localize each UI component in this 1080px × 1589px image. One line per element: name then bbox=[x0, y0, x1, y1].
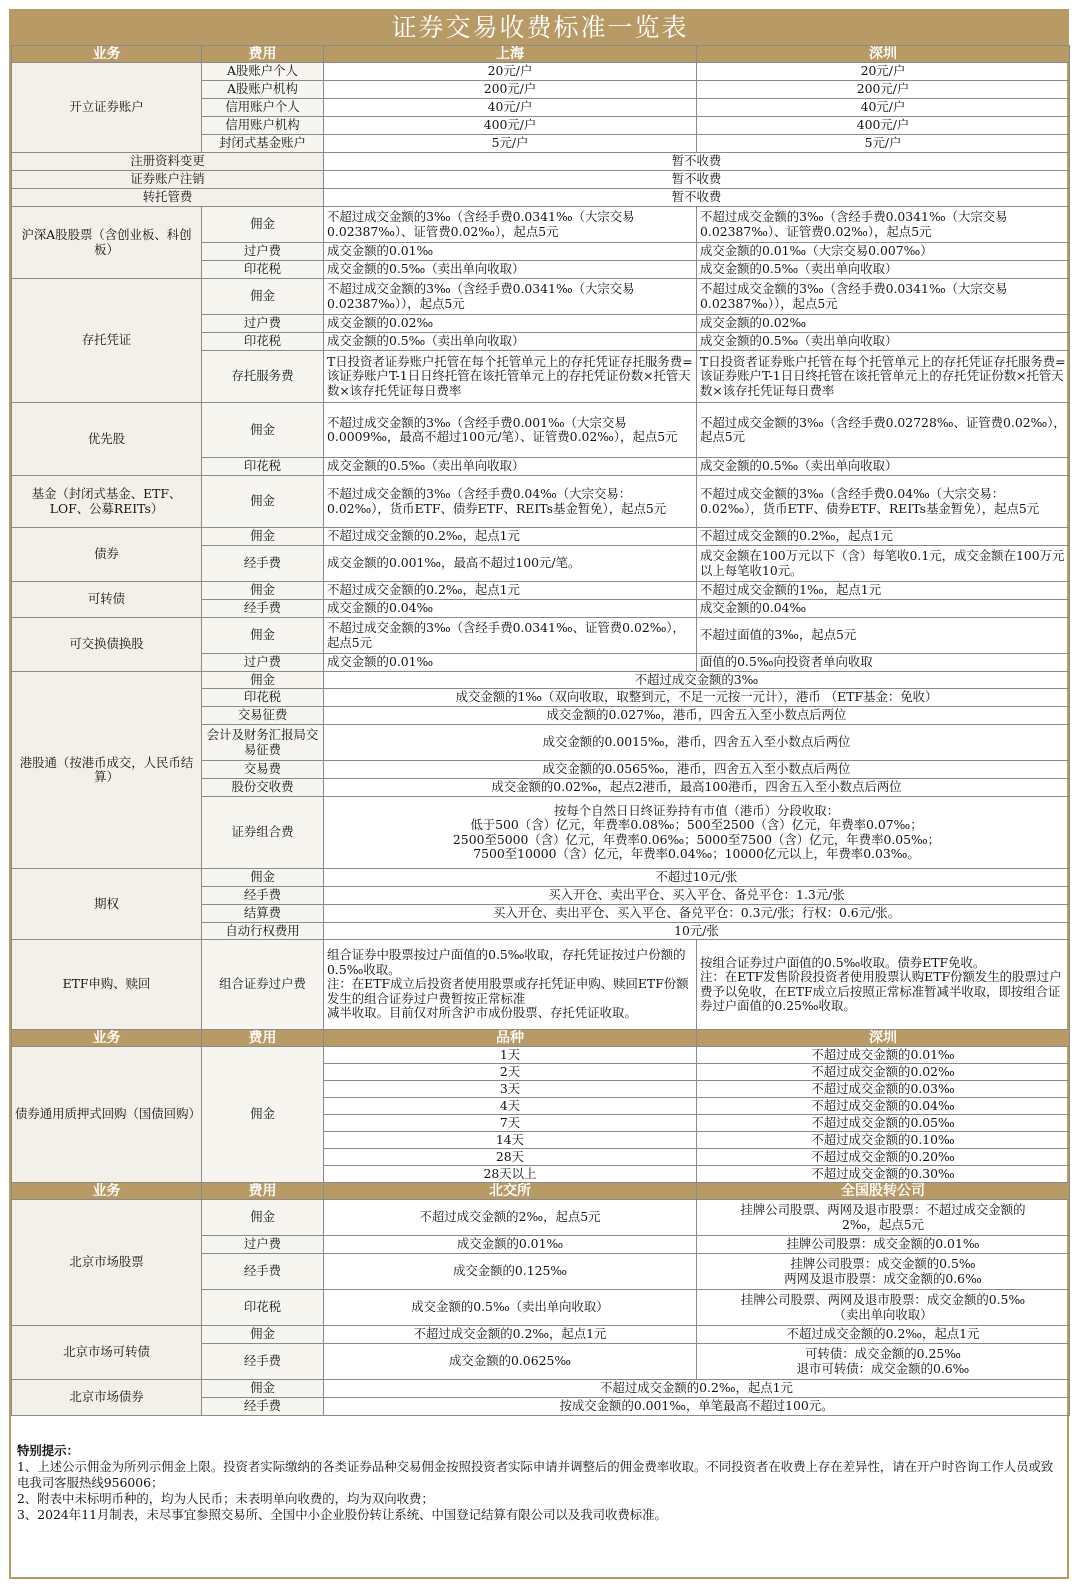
neeq-line: 挂牌公司股票：成交金额的0.01‰ bbox=[786, 1236, 980, 1252]
neeq-line: 不超过成交金额的0.2‰，起点1元 bbox=[786, 1326, 980, 1342]
fee-label: 印花税 bbox=[202, 261, 324, 279]
table-row bbox=[12, 672, 1070, 689]
fee-label: 佣金 bbox=[202, 476, 324, 528]
portfolio-line: 低于500（含）亿元，年费率0.08‰；500至2500（含）亿元，年费率0.07‰； bbox=[470, 817, 923, 832]
fee-label: 经手费 bbox=[202, 600, 324, 618]
sh-value: 不超过成交金额的3‰（含经手费0.04‰（大宗交易：0.02‰），货币ETF、债券ETF、REITs基金暂免），起点5元 bbox=[324, 476, 697, 528]
biz-etf: ETF申购、赎回 bbox=[12, 940, 202, 1030]
neeq-line: 退市可转债：成交金额的0.6‰ bbox=[796, 1360, 970, 1376]
sz-value: 不超过成交金额的3‰（含经手费0.02728‰、证管费0.02‰），起点5元 bbox=[697, 403, 1070, 458]
neeq-value bbox=[697, 1344, 1070, 1380]
merged-value: 暂不收费 bbox=[324, 171, 1070, 189]
merged-value: 暂不收费 bbox=[324, 153, 1070, 171]
neeq-value bbox=[697, 1326, 1070, 1344]
merged-value: 买入开仓、卖出平仓、买入平仓、备兑平仓：0.3元/张；行权：0.6元/张。 bbox=[324, 905, 1070, 923]
repo-value: 不超过成交金额的0.10‰ bbox=[697, 1132, 1070, 1149]
biz-bond: 债券 bbox=[12, 528, 202, 582]
table-row bbox=[12, 279, 1070, 315]
sz-value: 20元/户 bbox=[697, 63, 1070, 81]
repo-value: 不超过成交金额的0.20‰ bbox=[697, 1149, 1070, 1166]
fee-label: 股份交收费 bbox=[202, 779, 324, 797]
neeq-line: 2‰，起点5元 bbox=[842, 1216, 924, 1232]
biz-exchangeable: 可交换债换股 bbox=[12, 618, 202, 672]
table-row bbox=[12, 153, 1070, 171]
biz-bj-stock: 北京市场股票 bbox=[12, 1200, 202, 1326]
sz-value: 不超过成交金额的1‰，起点1元 bbox=[697, 582, 1070, 600]
sz-value: 成交金额的0.5‰（卖出单向收取） bbox=[697, 333, 1070, 351]
repo-value: 不超过成交金额的0.05‰ bbox=[697, 1115, 1070, 1132]
sh-value: 不超过成交金额的0.2‰，起点1元 bbox=[324, 528, 697, 546]
fee-label: 佣金 bbox=[202, 1047, 324, 1183]
sz-value: 成交金额在100万元以下（含）每笔收0.1元，成交金额在100万元以上每笔收10元。 bbox=[697, 546, 1070, 582]
table-row bbox=[12, 1200, 1070, 1236]
fee-label: 经手费 bbox=[202, 546, 324, 582]
sz-value: 不超过成交金额的3‰（含经手费0.04‰（大宗交易：0.02‰），货币ETF、债券ETF、REITs基金暂免），起点5元 bbox=[697, 476, 1070, 528]
merged-value bbox=[324, 797, 1070, 869]
fee-table bbox=[11, 45, 1070, 1416]
neeq-line: （卖出单向收取） bbox=[833, 1306, 933, 1322]
biz-repo: 债券通用质押式回购（国债回购） bbox=[12, 1047, 202, 1183]
header-fee: 费用 bbox=[202, 1183, 324, 1200]
table-row bbox=[12, 869, 1070, 887]
fee-label: 佣金 bbox=[202, 582, 324, 600]
repo-kind: 2天 bbox=[324, 1064, 697, 1081]
table-row bbox=[12, 528, 1070, 546]
fee-label: 经手费 bbox=[202, 1344, 324, 1380]
repo-value: 不超过成交金额的0.03‰ bbox=[697, 1081, 1070, 1098]
table-header bbox=[12, 1183, 1070, 1200]
header-bse: 北交所 bbox=[324, 1183, 697, 1200]
repo-value: 不超过成交金额的0.30‰ bbox=[697, 1166, 1070, 1183]
neeq-line: 挂牌公司股票、两网及退市股票：成交金额的0.5‰ bbox=[740, 1292, 1026, 1307]
biz-fund: 基金（封闭式基金、ETF、LOF、公募REITs） bbox=[12, 476, 202, 528]
table-header bbox=[12, 46, 1070, 63]
table-header bbox=[12, 1030, 1070, 1047]
sz-value: 不超过成交金额的0.2‰，起点1元 bbox=[697, 528, 1070, 546]
fee-label: 佣金 bbox=[202, 1200, 324, 1236]
neeq-line: 可转债：成交金额的0.25‰ bbox=[805, 1346, 961, 1361]
etf-sh-line: 减半收取。目前仅对所含沪市成份股票、存托凭证收取。 bbox=[327, 1005, 637, 1021]
sh-value: 20元/户 bbox=[324, 63, 697, 81]
fee-label: 印花税 bbox=[202, 689, 324, 707]
etf-sz-line: 注：在ETF发售阶段投资者使用股票认购ETF份额发生的股票过户费予以免收，在ETF成立后按照正常标准暂减半收取，即按组合证券过户面值的0.25‰收取。 bbox=[700, 969, 1062, 1013]
biz-convertible: 可转债 bbox=[12, 582, 202, 618]
header-shanghai: 上海 bbox=[324, 46, 697, 63]
etf-sh-line: 注：在ETF成立后投资者使用股票或存托凭证申购、赎回ETF份额发生的组合证券过户费暂按正常标准 bbox=[327, 976, 689, 1006]
sh-value: 不超过成交金额的3‰（含经手费0.001‰（大宗交易0.0009‰，最高不超过100元/笔）、证管费0.02‰），起点5元 bbox=[324, 403, 697, 458]
fee-label: 佣金 bbox=[202, 1380, 324, 1398]
biz-bj-cb: 北京市场可转债 bbox=[12, 1326, 202, 1380]
fee-label: 经手费 bbox=[202, 1398, 324, 1416]
header-biz: 业务 bbox=[12, 46, 202, 63]
fee-label: 封闭式基金账户 bbox=[202, 135, 324, 153]
sz-value: 不超过成交金额的3‰（含经手费0.0341‰（大宗交易0.02387‰）、证管费0.02‰），起点5元 bbox=[697, 207, 1070, 243]
merged-value: 按成交金额的0.001‰，单笔最高不超过100元。 bbox=[324, 1398, 1070, 1416]
biz-account-open: 开立证券账户 bbox=[12, 63, 202, 153]
header-biz: 业务 bbox=[12, 1030, 202, 1047]
fee-label: 印花税 bbox=[202, 333, 324, 351]
sh-value: 成交金额的0.5‰（卖出单向收取） bbox=[324, 261, 697, 279]
neeq-value bbox=[697, 1254, 1070, 1290]
bse-value: 成交金额的0.125‰ bbox=[324, 1254, 697, 1290]
merged-value: 成交金额的0.027‰，港币，四舍五入至小数点后两位 bbox=[324, 707, 1070, 725]
sz-value: T日投资者证券账户托管在每个托管单元上的存托凭证存托服务费=该证券账户T-1日日终托管在该托管单元上的存托凭证份数×托管天数×该存托凭证每日费率 bbox=[697, 351, 1070, 403]
header-shenzhen: 深圳 bbox=[697, 1030, 1070, 1047]
bse-value: 成交金额的0.01‰ bbox=[324, 1236, 697, 1254]
repo-kind: 28天以上 bbox=[324, 1166, 697, 1183]
sh-value: 成交金额的0.5‰（卖出单向收取） bbox=[324, 333, 697, 351]
biz-register-change: 注册资料变更 bbox=[12, 153, 324, 171]
neeq-value bbox=[697, 1200, 1070, 1236]
sz-value: 不超过面值的3‰，起点5元 bbox=[697, 618, 1070, 654]
fee-label: 经手费 bbox=[202, 1254, 324, 1290]
neeq-line: 挂牌公司股票：成交金额的0.5‰ bbox=[790, 1256, 976, 1271]
header-biz: 业务 bbox=[12, 1183, 202, 1200]
merged-value: 买入开仓、卖出平仓、买入平仓、备兑平仓：1.3元/张 bbox=[324, 887, 1070, 905]
fee-label: 过户费 bbox=[202, 1236, 324, 1254]
neeq-value bbox=[697, 1236, 1070, 1254]
sh-value: 40元/户 bbox=[324, 99, 697, 117]
neeq-line: 挂牌公司股票、两网及退市股票：不超过成交金额的 bbox=[740, 1202, 1026, 1217]
etf-sh-line: 组合证券中股票按过户面值的0.5‰收取，存托凭证按过户份额的0.5‰收取。 bbox=[327, 947, 686, 977]
sz-value: 成交金额的0.5‰（卖出单向收取） bbox=[697, 261, 1070, 279]
repo-kind: 4天 bbox=[324, 1098, 697, 1115]
table-row bbox=[12, 1326, 1070, 1344]
fee-label: 佣金 bbox=[202, 279, 324, 315]
page-title: 证券交易收费标准一览表 bbox=[11, 11, 1069, 45]
repo-value: 不超过成交金额的0.01‰ bbox=[697, 1047, 1070, 1064]
note-item: 1、上述公示佣金为所列示佣金上限。投资者实际缴纳的各类证券品种交易佣金按照投资者实际申请并调整后的佣金费率收取。不同投资者在收费上存在差异性，请在开户时咨询工作人员或致电我司客服热线956006； bbox=[17, 1459, 1054, 1490]
fee-label: 佣金 bbox=[202, 672, 324, 689]
table-row bbox=[12, 582, 1070, 600]
fee-label: 组合证券过户费 bbox=[202, 940, 324, 1030]
repo-kind: 28天 bbox=[324, 1149, 697, 1166]
table-row bbox=[12, 476, 1070, 528]
sz-value: 不超过成交金额的3‰（含经手费0.0341‰（大宗交易0.02387‰）），起点5元 bbox=[697, 279, 1070, 315]
header-neeq: 全国股转公司 bbox=[697, 1183, 1070, 1200]
header-fee: 费用 bbox=[202, 1030, 324, 1047]
sz-value: 成交金额的0.5‰（卖出单向收取） bbox=[697, 458, 1070, 476]
fee-label: 过户费 bbox=[202, 654, 324, 672]
fee-label: 会计及财务汇报局交易征费 bbox=[202, 725, 324, 761]
fee-label: 印花税 bbox=[202, 1290, 324, 1326]
sh-value: 不超过成交金额的3‰（含经手费0.0341‰（大宗交易0.02387‰）），起点5元 bbox=[324, 279, 697, 315]
fee-label: 交易征费 bbox=[202, 707, 324, 725]
biz-options: 期权 bbox=[12, 869, 202, 940]
header-kind: 品种 bbox=[324, 1030, 697, 1047]
neeq-value bbox=[697, 1290, 1070, 1326]
sh-value: 不超过成交金额的0.2‰，起点1元 bbox=[324, 582, 697, 600]
sh-value: 成交金额的0.02‰ bbox=[324, 315, 697, 333]
merged-value: 10元/张 bbox=[324, 923, 1070, 940]
merged-value: 不超过10元/张 bbox=[324, 869, 1070, 887]
portfolio-line: 7500至10000（含）亿元，年费率0.04‰；10000亿元以上，年费率0.03‰。 bbox=[473, 846, 920, 861]
repo-kind: 7天 bbox=[324, 1115, 697, 1132]
repo-kind: 1天 bbox=[324, 1047, 697, 1064]
sh-value: 成交金额的0.04‰ bbox=[324, 600, 697, 618]
fee-label: A股账户个人 bbox=[202, 63, 324, 81]
bse-value: 不超过成交金额的0.2‰，起点1元 bbox=[324, 1326, 697, 1344]
fee-label: 证券组合费 bbox=[202, 797, 324, 869]
header-fee: 费用 bbox=[202, 46, 324, 63]
table-row bbox=[12, 207, 1070, 243]
portfolio-line: 按每个自然日日终证券持有市值（港币）分段收取： bbox=[554, 802, 839, 818]
etf-sz-line: 按组合证券过户面值的0.5‰收取。债券ETF免收。 bbox=[700, 954, 986, 970]
sh-value: 成交金额的0.001‰，最高不超过100元/笔。 bbox=[324, 546, 697, 582]
sz-value: 400元/户 bbox=[697, 117, 1070, 135]
sh-value: 成交金额的0.5‰（卖出单向收取） bbox=[324, 458, 697, 476]
biz-account-cancel: 证券账户注销 bbox=[12, 171, 324, 189]
fee-label: 过户费 bbox=[202, 243, 324, 261]
merged-value: 不超过成交金额的0.2‰，起点1元 bbox=[324, 1380, 1070, 1398]
fee-label: 信用账户个人 bbox=[202, 99, 324, 117]
sh-value: 5元/户 bbox=[324, 135, 697, 153]
table-row bbox=[12, 403, 1070, 458]
sh-value: 400元/户 bbox=[324, 117, 697, 135]
fee-label: 佣金 bbox=[202, 1326, 324, 1344]
fee-label: 自动行权费用 bbox=[202, 923, 324, 940]
table-row bbox=[12, 1380, 1070, 1398]
fee-label: 佣金 bbox=[202, 403, 324, 458]
sh-value: 成交金额的0.01‰ bbox=[324, 654, 697, 672]
sh-value: 成交金额的0.01‰ bbox=[324, 243, 697, 261]
bse-value: 成交金额的0.0625‰ bbox=[324, 1344, 697, 1380]
merged-value: 成交金额的1‰（双向收取，取整到元，不足一元按一元计），港币 （ETF基金：免收） bbox=[324, 689, 1070, 707]
merged-value: 暂不收费 bbox=[324, 189, 1070, 207]
merged-value: 不超过成交金额的3‰ bbox=[324, 672, 1070, 689]
fee-label: 佣金 bbox=[202, 618, 324, 654]
sh-value bbox=[324, 940, 697, 1030]
biz-hk-connect: 港股通（按港币成交，人民币结算） bbox=[12, 672, 202, 869]
special-notes bbox=[11, 1443, 1069, 1523]
sz-value: 5元/户 bbox=[697, 135, 1070, 153]
sh-value: 不超过成交金额的3‰（含经手费0.0341‰（大宗交易0.02387‰）、证管费0.02‰），起点5元 bbox=[324, 207, 697, 243]
sz-value: 成交金额的0.01‰（大宗交易0.007‰） bbox=[697, 243, 1070, 261]
sz-value: 成交金额的0.04‰ bbox=[697, 600, 1070, 618]
bse-value: 成交金额的0.5‰（卖出单向收取） bbox=[324, 1290, 697, 1326]
fee-label: 佣金 bbox=[202, 528, 324, 546]
table-row bbox=[12, 618, 1070, 654]
sz-value: 面值的0.5‰向投资者单向收取 bbox=[697, 654, 1070, 672]
fee-label: 佣金 bbox=[202, 869, 324, 887]
fee-label: 印花税 bbox=[202, 458, 324, 476]
merged-value: 成交金额的0.0565‰，港币，四舍五入至小数点后两位 bbox=[324, 761, 1070, 779]
note-item: 2、附表中未标明币种的，均为人民币；未表明单向收费的，均为双向收费； bbox=[17, 1491, 434, 1506]
table-row bbox=[12, 1047, 1070, 1064]
sh-value: T日投资者证券账户托管在每个托管单元上的存托凭证存托服务费=该证券账户T-1日日终托管在该托管单元上的存托凭证份数×托管天数×该存托凭证每日费率 bbox=[324, 351, 697, 403]
fee-label: 交易费 bbox=[202, 761, 324, 779]
sz-value: 40元/户 bbox=[697, 99, 1070, 117]
merged-value: 成交金额的0.0015‰，港币，四舍五入至小数点后两位 bbox=[324, 725, 1070, 761]
biz-cdr: 存托凭证 bbox=[12, 279, 202, 403]
biz-preferred: 优先股 bbox=[12, 403, 202, 476]
biz-bj-bond: 北京市场债券 bbox=[12, 1380, 202, 1416]
table-row bbox=[12, 171, 1070, 189]
table-row bbox=[12, 940, 1070, 1030]
biz-transfer-custody: 转托管费 bbox=[12, 189, 324, 207]
sh-value: 不超过成交金额的3‰（含经手费0.0341‰、证管费0.02‰），起点5元 bbox=[324, 618, 697, 654]
fee-label: 结算费 bbox=[202, 905, 324, 923]
repo-kind: 14天 bbox=[324, 1132, 697, 1149]
fee-label: 佣金 bbox=[202, 207, 324, 243]
repo-value: 不超过成交金额的0.02‰ bbox=[697, 1064, 1070, 1081]
sz-value: 成交金额的0.02‰ bbox=[697, 315, 1070, 333]
repo-kind: 3天 bbox=[324, 1081, 697, 1098]
portfolio-line: 2500至5000（含）亿元，年费率0.06‰；5000至7500（含）亿元，年费率0.05‰； bbox=[452, 831, 941, 847]
note-item: 3、2024年11月制表，未尽事宜参照交易所、全国中小企业股份转让系统、中国登记结算有限公司以及我司收费标准。 bbox=[17, 1507, 667, 1522]
sh-value: 200元/户 bbox=[324, 81, 697, 99]
repo-value: 不超过成交金额的0.04‰ bbox=[697, 1098, 1070, 1115]
fee-label: 存托服务费 bbox=[202, 351, 324, 403]
table-row bbox=[12, 63, 1070, 81]
header-shenzhen: 深圳 bbox=[697, 46, 1070, 63]
sz-value: 200元/户 bbox=[697, 81, 1070, 99]
fee-label: 经手费 bbox=[202, 887, 324, 905]
neeq-line: 两网及退市股票：成交金额的0.6‰ bbox=[784, 1270, 982, 1286]
fee-label: 过户费 bbox=[202, 315, 324, 333]
sz-value bbox=[697, 940, 1070, 1030]
fee-label: 信用账户机构 bbox=[202, 117, 324, 135]
bse-value: 不超过成交金额的2‰，起点5元 bbox=[324, 1200, 697, 1236]
biz-ashare: 沪深A股股票（含创业板、科创板） bbox=[12, 207, 202, 279]
notes-title: 特别提示： bbox=[17, 1443, 79, 1458]
fee-label: A股账户机构 bbox=[202, 81, 324, 99]
table-row bbox=[12, 189, 1070, 207]
merged-value: 成交金额的0.02‰，起点2港币，最高100港币，四舍五入至小数点后两位 bbox=[324, 779, 1070, 797]
